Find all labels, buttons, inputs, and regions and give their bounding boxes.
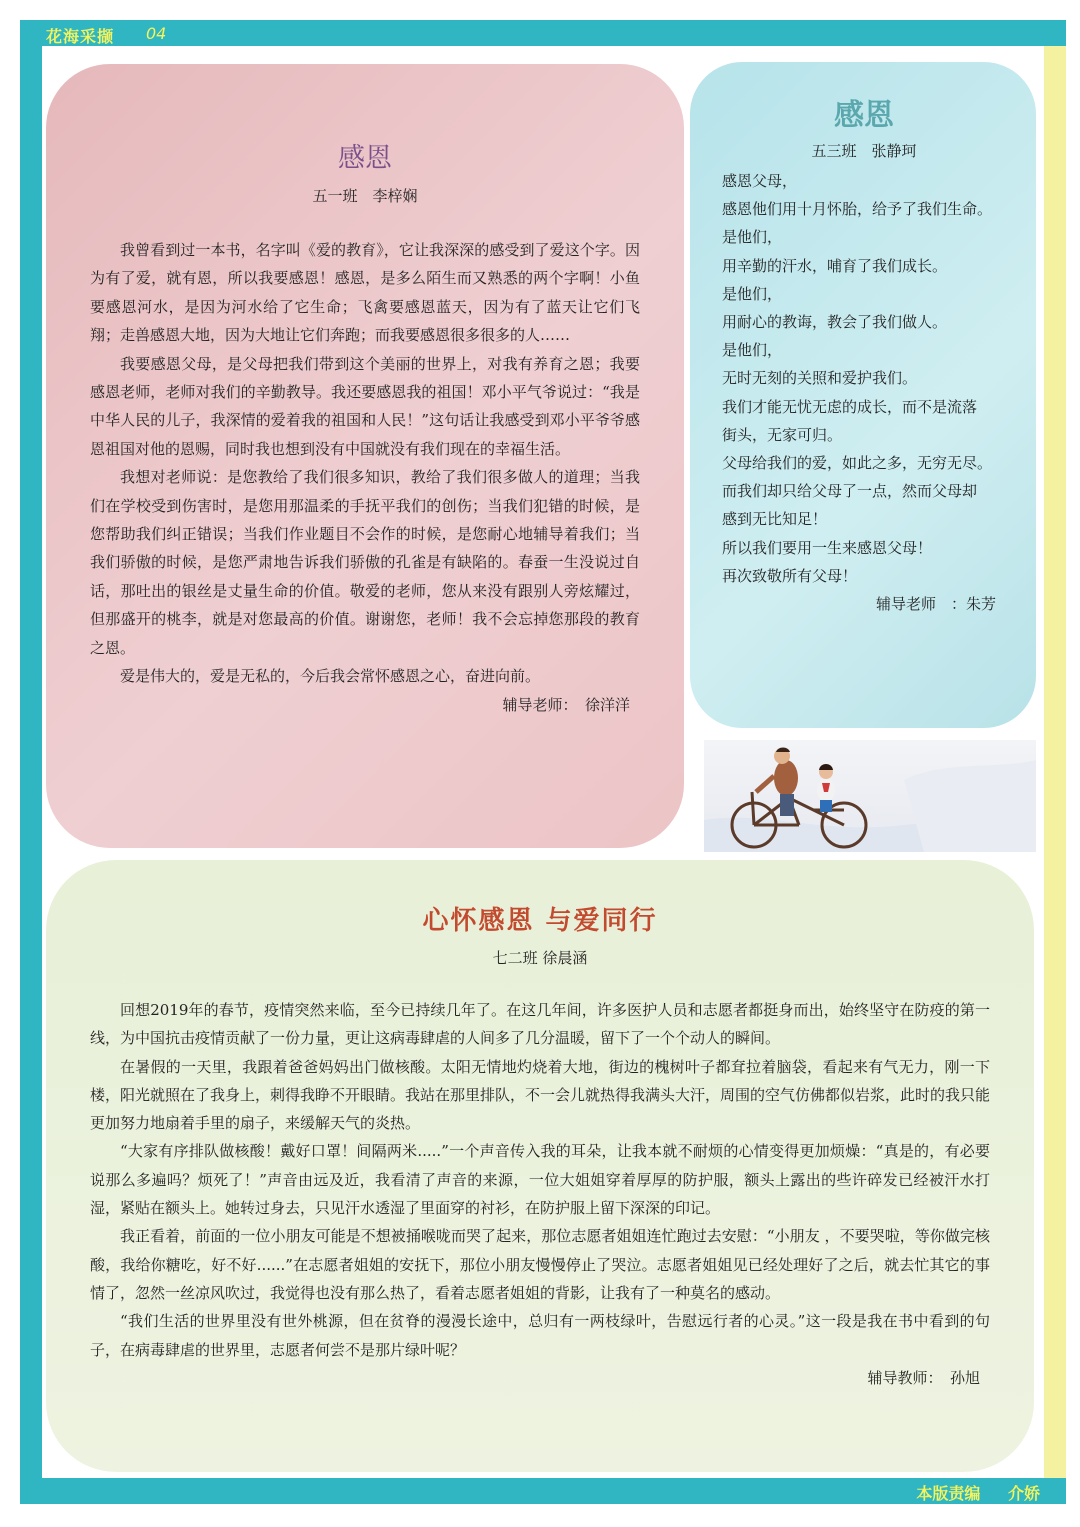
article3-paragraph: 我正看着，前面的一位小朋友可能是不想被捅喉咙而哭了起来，那位志愿者姐姐连忙跑过去安慰：“小朋友 ，不要哭啦，等你做完核酸，我给你糖吃，好不好......”在志愿者姐姐的安抚下，那位小朋友慢慢停止了哭泣。志愿者姐姐见已经处理好了之后，就去忙其它的事情了，忽然一丝凉风吹过，我觉得也没有那么热了，看着志愿者姐姐的背影，让我有了一种莫名的感动。 <box>90 1227 990 1302</box>
bicycle-illustration <box>704 740 1036 852</box>
article1-paragraph: 我想对老师说：是您教给了我们很多知识，教给了我们很多做人的道理；当我们在学校受到伤害时，是您用那温柔的手抚平我们的创伤；当我们犯错的时候，是您帮助我们纠正错误；当我们作业题目不会作的时候，是您耐心地辅导着我们；当我们骄傲的时候，是您严肃地告诉我们骄傲的孔雀是有缺陷的。春蚕一生没说过自话，那吐出的银丝是丈量生命的价值。敬爱的老师，您从来没有跟别人旁炫耀过，但那盛开的桃李，就是对您最高的价值。谢谢您，老师！我不会忘掉您那段的教育之恩。 <box>90 468 640 657</box>
article1-paragraph: 爱是伟大的，爱是无私的，今后我会常怀感恩之心，奋进向前。 <box>120 667 541 686</box>
frame-top-bar <box>20 20 1066 46</box>
bicycle-icon <box>704 740 1036 852</box>
article3-title: 心怀感恩 与爱同行 <box>422 906 658 936</box>
poem-line: 父母给我们的爱，如此之多，无穷无尽。 <box>722 454 993 473</box>
editor-label: 本版责编 <box>916 1484 981 1503</box>
poem-line: 无时无刻的关照和爱护我们。 <box>722 369 918 388</box>
article1-author: 五一班 李梓娴 <box>312 187 418 205</box>
poem-line: 感恩他们用十月怀胎，给予了我们生命。 <box>722 200 993 219</box>
poem-line: 再次致敬所有父母！ <box>722 566 858 585</box>
article1-title: 感恩 <box>338 143 392 174</box>
article2-author: 五三班 张静珂 <box>811 142 917 160</box>
poem-line: 用耐心的教诲，教会了我们做人。 <box>722 313 948 332</box>
article-gratitude-2 <box>690 62 1036 728</box>
editor-name: 介娇 <box>1007 1484 1040 1503</box>
footer-editor <box>916 1481 1040 1504</box>
article2-tutor: 辅导老师 ：朱芳 <box>875 595 996 614</box>
section-title: 花海采撷 <box>46 27 115 46</box>
article3-paragraph: “我们生活的世界里没有世外桃源，但在贫脊的漫漫长途中，总归有一两枝绿叶，告慰远行者的心灵。”这一段是我在书中看到的句子，在病毒肆虐的世界里，志愿者何尝不是那片绿叶呢？ <box>90 1312 990 1359</box>
page-number: 04 <box>146 24 167 43</box>
poem-line: 街头，无家可归。 <box>722 425 843 444</box>
article3-paragraph: 回想2019年的春节，疫情突然来临，至今已持续几年了。在这几年间，许多医护人员和志愿者都挺身而出，始终坚守在防疫的第一线，为中国抗击疫情贡献了一份力量，更让这病毒肆虐的人间多了几分温暖，留下了一个个动人的瞬间。 <box>90 1001 990 1048</box>
poem-line: 是他们， <box>722 228 783 247</box>
article-gratitude-3 <box>46 860 1034 1472</box>
article1-paragraph: 我曾看到过一本书，名字叫《爱的教育》，它让我深深的感受到了爱这个字。因为有了爱，就有恩，所以我要感恩！感恩，是多么陌生而又熟悉的两个字啊！小鱼要感恩河水，是因为河水给了它生命；飞禽要感恩蓝天，因为有了蓝天让它们飞翔；走兽感恩大地，因为大地让它们奔跑；而我要感恩很多很多的人…… <box>90 241 640 345</box>
article2-title: 感恩 <box>834 98 894 133</box>
poem-line: 而我们却只给父母了一点，然而父母却 <box>722 482 978 501</box>
poem-line: 是他们， <box>722 284 783 303</box>
article1-tutor: 辅导老师： 徐洋洋 <box>502 695 630 714</box>
frame-bottom-bar <box>20 1478 1066 1504</box>
frame-right-bar <box>1044 46 1066 1478</box>
article3-tutor: 辅导教师： 孙旭 <box>867 1368 980 1387</box>
poem-line: 用辛勤的汗水，哺育了我们成长。 <box>722 256 948 275</box>
article-gratitude-1 <box>46 64 684 848</box>
article3-paragraph: “大家有序排队做核酸！戴好口罩！间隔两米.....”一个声音传入我的耳朵，让我本就不耐烦的心情变得更加烦燥：“真是的，有必要说那么多遍吗？烦死了！”声音由远及近，我看清了声音的来源，一位大姐姐穿着厚厚的防护服，额头上露出的些许碎发已经被汗水打湿，紧贴在额头上。她转过身去，只见汗水透湿了里面穿的衬衫，在防护服上留下深深的印记。 <box>90 1142 990 1218</box>
poem-line: 感恩父母， <box>722 172 798 190</box>
poem-line: 感到无比知足！ <box>722 510 828 529</box>
frame-left-bar <box>20 20 42 1504</box>
poem-line: 所以我们要用一生来感恩父母！ <box>722 538 933 557</box>
article3-author: 七二班 徐晨涵 <box>492 949 588 967</box>
poem-line: 我们才能无忧无虑的成长，而不是流落 <box>722 397 978 416</box>
article1-paragraph: 我要感恩父母，是父母把我们带到这个美丽的世界上，对我有养育之恩；我要感恩老师，老师对我们的辛勤教导。我还要感恩我的祖国！邓小平气爷说过：“我是中华人民的儿子，我深情的爱着我的祖国和人民！”这句话让我感受到邓小平爷爷感恩祖国对他的恩赐，同时我也想到没有中国就没有我们现在的幸福生活。 <box>90 354 640 458</box>
poem-line: 是他们， <box>722 341 783 360</box>
article3-paragraph: 在暑假的一天里，我跟着爸爸妈妈出门做核酸。太阳无情地灼烧着大地，街边的槐树叶子都耷拉着脑袋，看起来有气无力，刚一下楼，阳光就照在了我身上，刺得我睁不开眼睛。我站在那里排队，不一会儿就热得我满头大汗，周围的空气仿佛都似岩浆，此时的我只能更加努力地扇着手里的扇子，来缓解天气的炎热。 <box>90 1057 991 1133</box>
